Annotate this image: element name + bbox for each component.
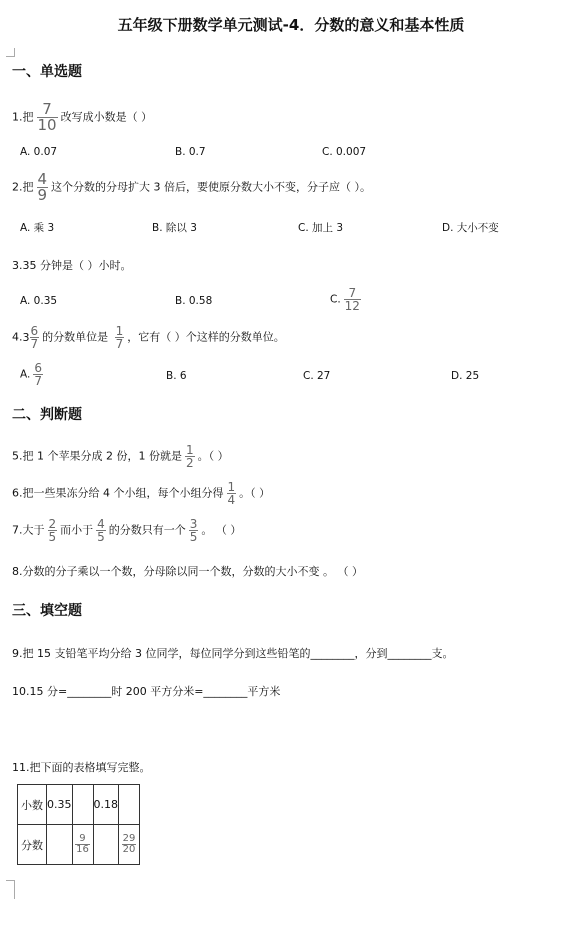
fraction: $\frac{4}{5}$ bbox=[97, 517, 105, 544]
question-text: 。 （ ） bbox=[201, 523, 242, 537]
fraction: $\frac{1}{4}$ bbox=[227, 480, 236, 507]
fraction: $\frac{7}{10}$ bbox=[37, 100, 57, 134]
table-cell[interactable] bbox=[93, 825, 119, 865]
option-a[interactable]: A. 0.07 bbox=[20, 146, 58, 158]
fraction: $\frac{1}{7}$ bbox=[115, 324, 124, 351]
question-1 bbox=[12, 102, 152, 133]
option-label: A. bbox=[20, 368, 31, 381]
question-9: 9.把 15 支铅笔平均分给 3 位同学，每位同学分到这些铅笔的________，分到________支。 bbox=[12, 647, 454, 660]
option-b[interactable]: B. 除以 3 bbox=[152, 222, 197, 234]
question-text: 改写成小数是（ ） bbox=[60, 110, 153, 124]
question-11: 11.把下面的表格填写完整。 bbox=[12, 761, 151, 774]
question-text: ，它有（ ）个这样的分数单位。 bbox=[127, 330, 285, 344]
question-text: 5.把 1 个苹果分成 2 份，1 份就是 bbox=[12, 449, 182, 463]
fraction: $\frac{7}{12}$ bbox=[344, 286, 360, 313]
fraction: $\frac{9}{16}$ bbox=[76, 833, 89, 855]
question-text: 而小于 bbox=[60, 523, 94, 537]
fraction: $\frac{6}{7}$ bbox=[30, 324, 39, 351]
question-text: 这个分数的分母扩大 3 倍后，要使原分数大小不变，分子应（ ）。 bbox=[51, 180, 372, 194]
question-4 bbox=[12, 325, 285, 350]
question-7 bbox=[12, 518, 241, 543]
question-text: 2.把 bbox=[12, 180, 34, 194]
option-c[interactable] bbox=[330, 287, 364, 312]
option-d[interactable]: D. 25 bbox=[451, 370, 480, 382]
option-a[interactable]: A. 乘 3 bbox=[20, 222, 55, 234]
fraction: $\frac{1}{2}$ bbox=[185, 443, 194, 470]
fraction: $\frac{4}{9}$ bbox=[37, 170, 48, 204]
table-cell: 0.18 bbox=[93, 785, 119, 825]
table-cell bbox=[72, 825, 93, 865]
question-8: 8.分数的分子乘以一个数，分母除以同一个数，分数的大小不变 。 （ ） bbox=[12, 565, 363, 578]
option-b[interactable]: B. 0.58 bbox=[175, 295, 213, 307]
question-text: 。（ ） bbox=[239, 486, 271, 500]
option-b[interactable]: B. 0.7 bbox=[175, 146, 206, 158]
question-text: 的分数只有一个 bbox=[108, 523, 186, 537]
question-text: 7.大于 bbox=[12, 523, 45, 537]
option-d[interactable]: D. 大小不变 bbox=[442, 222, 499, 234]
question-text: 的分数单位是 bbox=[42, 330, 109, 344]
fraction: $\frac{3}{5}$ bbox=[189, 517, 198, 544]
fraction: $\frac{6}{7}$ bbox=[34, 361, 42, 388]
page-corner-mark bbox=[6, 880, 15, 899]
question-6 bbox=[12, 481, 270, 506]
option-c[interactable]: C. 27 bbox=[303, 370, 331, 382]
row-label: 小数 bbox=[18, 785, 47, 825]
option-c[interactable]: C. 0.007 bbox=[322, 146, 367, 158]
question-text: 。（ ） bbox=[197, 449, 229, 463]
option-a[interactable]: A. 0.35 bbox=[20, 295, 58, 307]
question-5 bbox=[12, 444, 229, 469]
question-10: 10.15 分=________时 200 平方分米=________平方米 bbox=[12, 685, 281, 698]
document-title: 五年级下册数学单元测试-4．分数的意义和基本性质 bbox=[117, 16, 465, 34]
fill-table bbox=[17, 784, 140, 865]
option-c[interactable]: C. 加上 3 bbox=[298, 222, 344, 234]
table-cell[interactable] bbox=[119, 785, 140, 825]
section-heading-true-false: 二、判断题 bbox=[12, 407, 82, 423]
question-3: 3.35 分钟是（ ）小时。 bbox=[12, 259, 132, 272]
question-text: 6.把一些果冻分给 4 个小组，每个小组分得 bbox=[12, 486, 224, 500]
question-text: 1.把 bbox=[12, 110, 34, 124]
option-a[interactable] bbox=[20, 362, 46, 387]
table-cell[interactable] bbox=[72, 785, 93, 825]
table-cell: 0.35 bbox=[47, 785, 73, 825]
question-2 bbox=[12, 172, 371, 203]
section-heading-single-choice: 一、单选题 bbox=[12, 64, 82, 80]
table-cell[interactable] bbox=[47, 825, 73, 865]
question-text: 4. bbox=[12, 330, 23, 344]
page-corner-mark bbox=[6, 48, 15, 57]
table-cell bbox=[119, 825, 140, 865]
section-heading-fill-blank: 三、填空题 bbox=[12, 603, 82, 619]
option-label: C. bbox=[330, 293, 341, 306]
option-b[interactable]: B. 6 bbox=[166, 370, 187, 382]
mixed-whole: 3 bbox=[22, 331, 30, 344]
row-label: 分数 bbox=[18, 825, 47, 865]
fraction: $\frac{29}{20}$ bbox=[122, 833, 136, 855]
fraction: $\frac{2}{5}$ bbox=[48, 517, 57, 544]
